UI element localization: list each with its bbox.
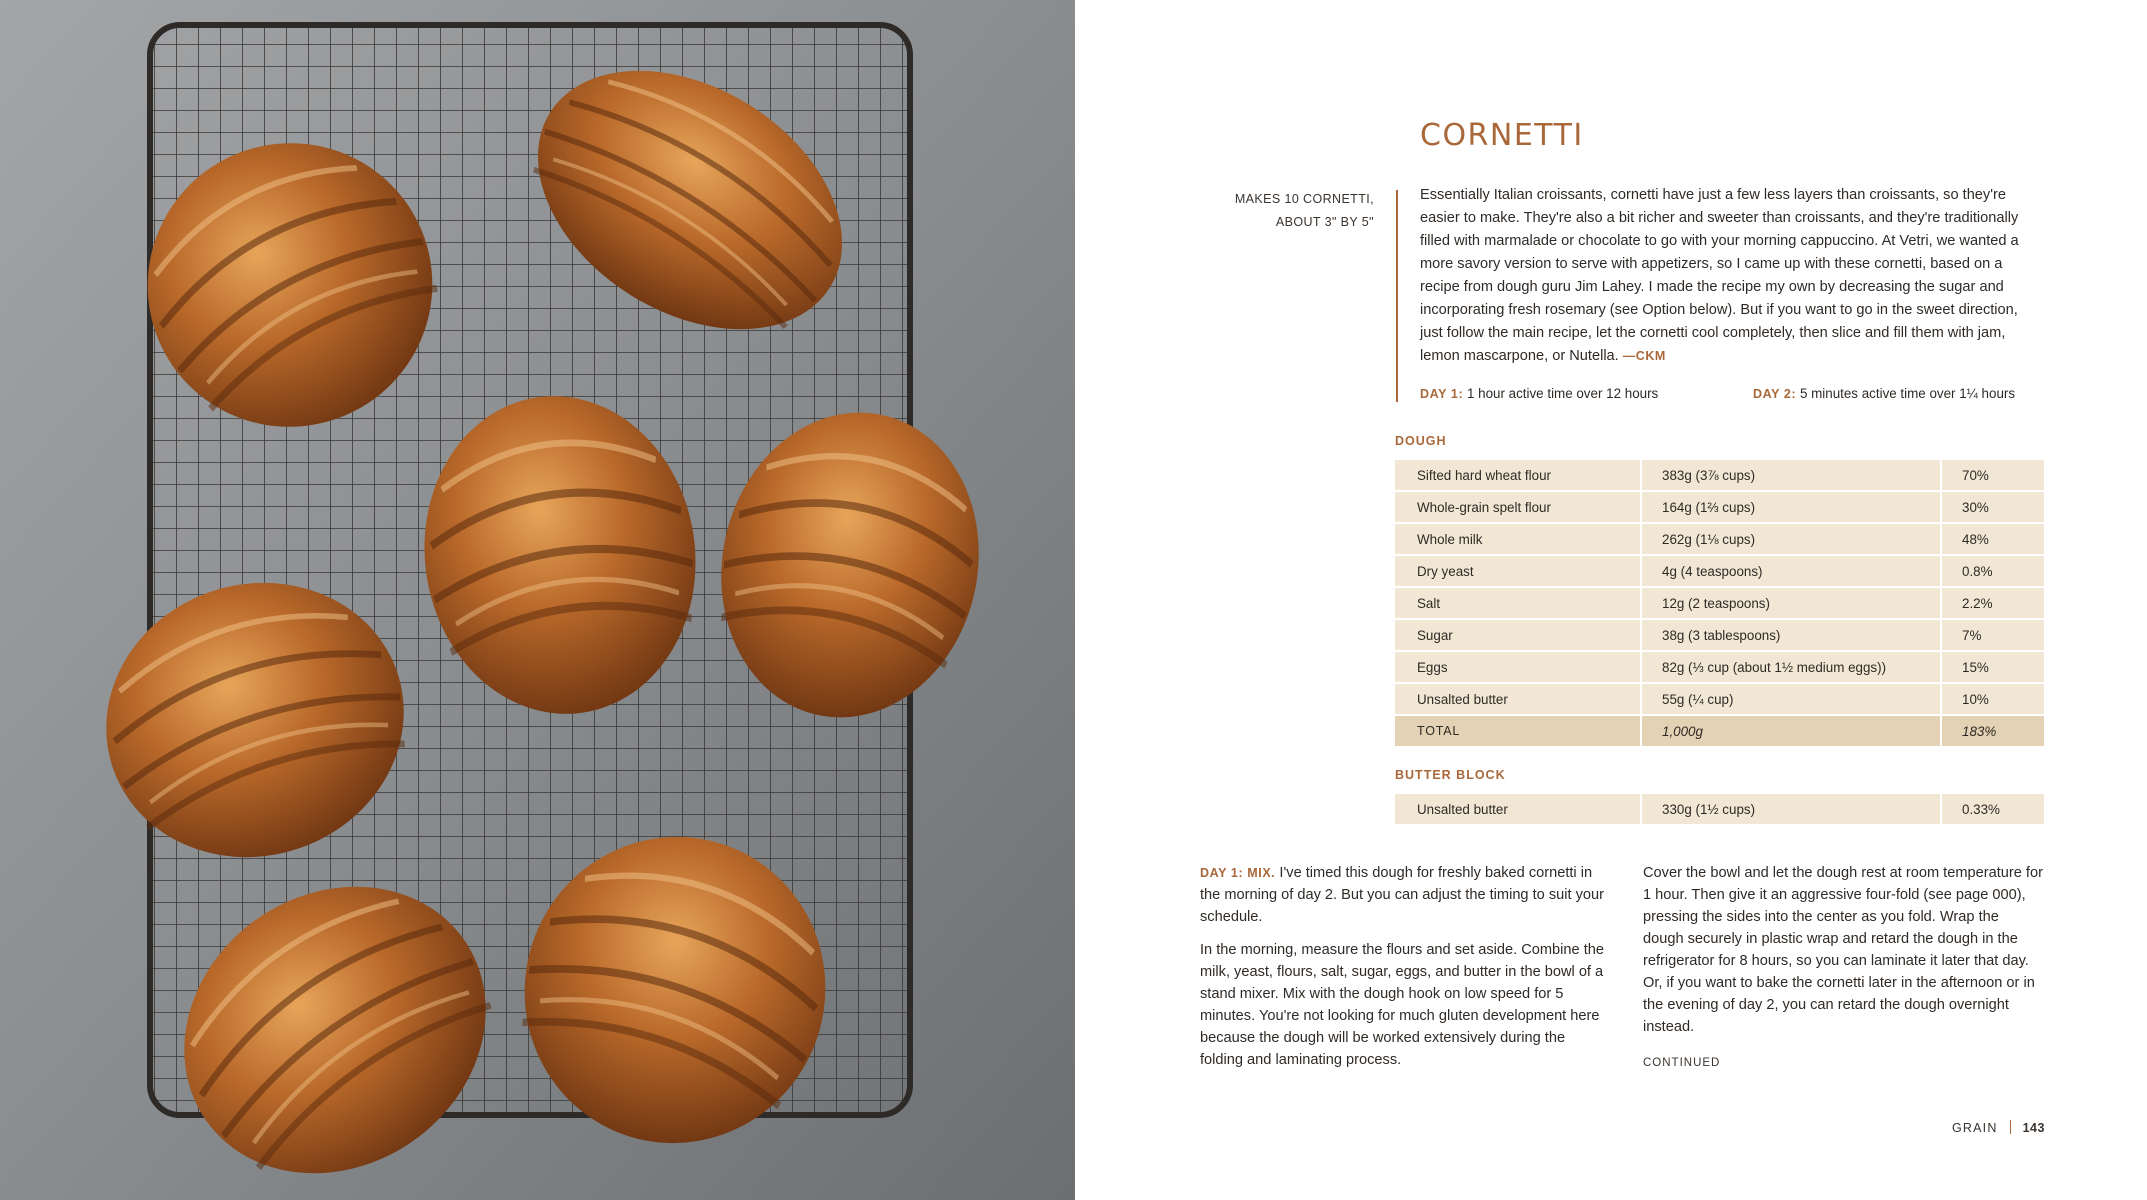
dough-table — [1395, 460, 2044, 748]
ingredient-amount: 164g (1⅔ cups) — [1641, 491, 1941, 523]
ingredient-amount: 330g (1½ cups) — [1641, 794, 1941, 825]
section-name: GRAIN — [1952, 1121, 1998, 1135]
table-total-row — [1395, 715, 2044, 747]
page-footer — [1952, 1120, 2045, 1135]
table-row — [1395, 555, 2044, 587]
step-text: I've timed this dough for freshly baked cornetti in the morning of day 2. But you can adjust the timing to suit your schedule. — [1200, 865, 1604, 925]
yield-line-2: ABOUT 3" BY 5" — [1275, 215, 1374, 229]
table-row — [1395, 651, 2044, 683]
recipe-title: CORNETTI — [1420, 118, 1584, 153]
method-paragraph: In the morning, measure the flours and set aside. Combine the milk, yeast, flours, salt, sugar, eggs, and butter in the bowl of a stand mixer. Mix with the dough hook on low speed for 5 minutes. You're not looking for much gluten development here because the dough will be worked extensively during the folding and laminating process. — [1200, 942, 1604, 1068]
ingredient-percent: 30% — [1941, 491, 2044, 523]
footer-divider — [2010, 1120, 2011, 1134]
ingredient-percent: 15% — [1941, 651, 2044, 683]
ingredient-percent: 2.2% — [1941, 587, 2044, 619]
ingredient-amount: 383g (3⅞ cups) — [1641, 460, 1941, 491]
table-row — [1395, 587, 2044, 619]
ingredient-percent: 7% — [1941, 619, 2044, 651]
method-paragraph: Cover the bowl and let the dough rest at room temperature for 1 hour. Then give it an aggressive four-fold (see page 000), pressing the sides into the center as you fold. Wrap the dough securely in plastic wrap and retard the dough in the refrigerator for 8 hours, so you can laminate it later that day. Or, if you want to bake the cornetti later in the afternoon or in the evening of day 2, you can retard the dough overnight instead. — [1643, 865, 2043, 1035]
day1-timing — [1420, 386, 1658, 401]
table-row — [1395, 619, 2044, 651]
butter-block-table — [1395, 794, 2044, 826]
ingredient-amount: 55g (¼ cup) — [1641, 683, 1941, 715]
table-row — [1395, 460, 2044, 491]
page-number: 143 — [2022, 1121, 2045, 1135]
ingredient-percent: 10% — [1941, 683, 2044, 715]
table-row — [1395, 683, 2044, 715]
ingredient-amount: 38g (3 tablespoons) — [1641, 619, 1941, 651]
intro-text: Essentially Italian croissants, cornetti have just a few less layers than croissants, so they're easier to make. They're also a bit richer and sweeter than croissants, and they're traditionally filled with marmalade or chocolate to go with your morning cappuccino. At Vetri, we wanted a more savory version to serve with appetizers, so I came up with these cornetti, based on a recipe from dough guru Jim Lahey. I made the recipe my own by decreasing the sugar and incorporating fresh rosemary (see Option below). But if you want to go in the sweet direction, just follow the main recipe, let the cornetti cool completely, then slice and fill them with jam, lemon mascarpone, or Nutella. — [1420, 187, 2019, 364]
ingredient-amount: 12g (2 teaspoons) — [1641, 587, 1941, 619]
recipe-intro — [1420, 184, 2042, 368]
table-row — [1395, 491, 2044, 523]
ingredient-percent: 0.33% — [1941, 794, 2044, 825]
dough-section-label: DOUGH — [1395, 434, 1447, 448]
ingredient-amount: 4g (4 teaspoons) — [1641, 555, 1941, 587]
ingredient-percent: 0.8% — [1941, 555, 2044, 587]
step-label: DAY 1: MIX. — [1200, 866, 1276, 880]
method-column-2 — [1643, 862, 2043, 1074]
ingredient-amount: 262g (1⅛ cups) — [1641, 523, 1941, 555]
day2-label: DAY 2: — [1753, 387, 1797, 401]
butter-block-section-label: BUTTER BLOCK — [1395, 768, 1506, 782]
total-label: TOTAL — [1395, 715, 1641, 747]
vertical-divider — [1396, 190, 1398, 402]
ingredient-percent: 70% — [1941, 460, 2044, 491]
continued-marker: CONTINUED — [1643, 1057, 1721, 1069]
method-paragraph — [1200, 862, 1610, 928]
day1-label: DAY 1: — [1420, 387, 1464, 401]
ingredient-name: Unsalted butter — [1395, 794, 1641, 825]
day2-timing — [1753, 386, 2015, 401]
ingredient-name: Whole milk — [1395, 523, 1641, 555]
ingredient-name: Whole-grain spelt flour — [1395, 491, 1641, 523]
ingredient-name: Sifted hard wheat flour — [1395, 460, 1641, 491]
method-column-1 — [1200, 862, 1610, 1082]
ingredient-name: Salt — [1395, 587, 1641, 619]
total-amount: 1,000g — [1641, 715, 1941, 747]
day2-text: 5 minutes active time over 1¼ hours — [1799, 386, 2016, 401]
day1-text: 1 hour active time over 12 hours — [1466, 386, 1659, 401]
ingredient-name: Eggs — [1395, 651, 1641, 683]
author-signature: —CKM — [1622, 349, 1666, 363]
ingredient-amount: 82g (⅓ cup (about 1½ medium eggs)) — [1641, 651, 1941, 683]
ingredient-name: Dry yeast — [1395, 555, 1641, 587]
ingredient-percent: 48% — [1941, 523, 2044, 555]
ingredient-name: Sugar — [1395, 619, 1641, 651]
total-percent: 183% — [1941, 715, 2044, 747]
recipe-yield — [1180, 188, 1374, 234]
table-row — [1395, 794, 2044, 825]
yield-line-1: MAKES 10 CORNETTI, — [1234, 192, 1374, 206]
table-row — [1395, 523, 2044, 555]
ingredient-name: Unsalted butter — [1395, 683, 1641, 715]
